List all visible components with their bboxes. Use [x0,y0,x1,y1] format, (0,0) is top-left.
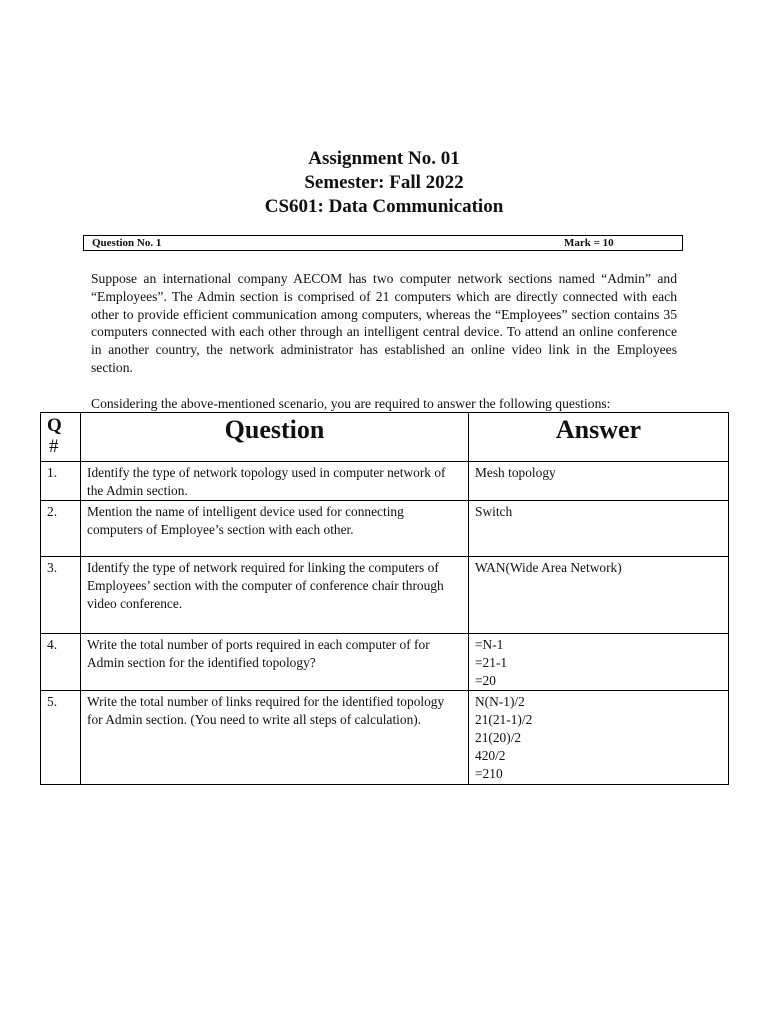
row-question: Identify the type of network required for linking the computers of Employees’ section with the computer of conference chair through video conference. [81,557,469,634]
question-header: Question [81,413,469,462]
answer-line: =N-1 [475,637,504,652]
answer-line: 21(21-1)/2 [475,712,533,727]
row-question: Mention the name of intelligent device used for connecting computers of Employee’s section with each other. [81,501,469,557]
table-row [41,501,729,557]
qnum-header-hash: # [49,436,59,457]
question-header-box [83,235,683,251]
answer-line: N(N-1)/2 [475,694,525,709]
row-number: 5. [41,691,81,785]
table-row [41,462,729,501]
table-row [41,557,729,634]
row-number: 4. [41,634,81,691]
answer-line: =20 [475,673,496,688]
answer-header: Answer [469,413,729,462]
answer-line: Switch [475,504,513,519]
answer-line: WAN(Wide Area Network) [475,560,622,575]
answer-line: Mesh topology [475,465,556,480]
answer-line: 21(20)/2 [475,730,522,745]
row-answer [469,501,729,557]
row-number: 3. [41,557,81,634]
table-header-row [41,413,729,462]
qnum-header [41,413,81,462]
answer-line: 420/2 [475,748,506,763]
document-title-block [0,147,768,219]
qnum-header-q: Q [47,415,62,436]
row-answer [469,634,729,691]
qa-table [40,412,729,785]
row-question: Identify the type of network topology used in computer network of the Admin section. [81,462,469,501]
table-row [41,634,729,691]
row-answer [469,462,729,501]
table-row [41,691,729,785]
row-question: Write the total number of links required for the identified topology for Admin section. (You need to write all steps of calculation). [81,691,469,785]
instruction-text: Considering the above-mentioned scenario, you are required to answer the following questions: [91,396,611,411]
scenario-paragraph: Suppose an international company AECOM has two computer network sections named “Admin” and “Employees”. The Admin section is comprised of 21 computers which are directly connected with each other to provide efficient communication among computers, whereas the “Employees” section contains 35 computers connected with each other through an intelligent central device. To attend an online conference in another country, the network administrator has established an online video link in the Employees section. [91,271,677,375]
course-title: CS601: Data Communication [264,196,504,217]
answer-line: =210 [475,766,503,781]
semester-title: Semester: Fall 2022 [304,172,464,193]
answer-line: =21-1 [475,655,508,670]
assignment-title: Assignment No. 01 [308,148,460,169]
question-number-label: Question No. 1 [92,237,162,249]
row-answer [469,691,729,785]
row-number: 1. [41,462,81,501]
row-answer [469,557,729,634]
row-question: Write the total number of ports required in each computer of for Admin section for the identified topology? [81,634,469,691]
mark-label: Mark = 10 [564,237,614,249]
row-number: 2. [41,501,81,557]
